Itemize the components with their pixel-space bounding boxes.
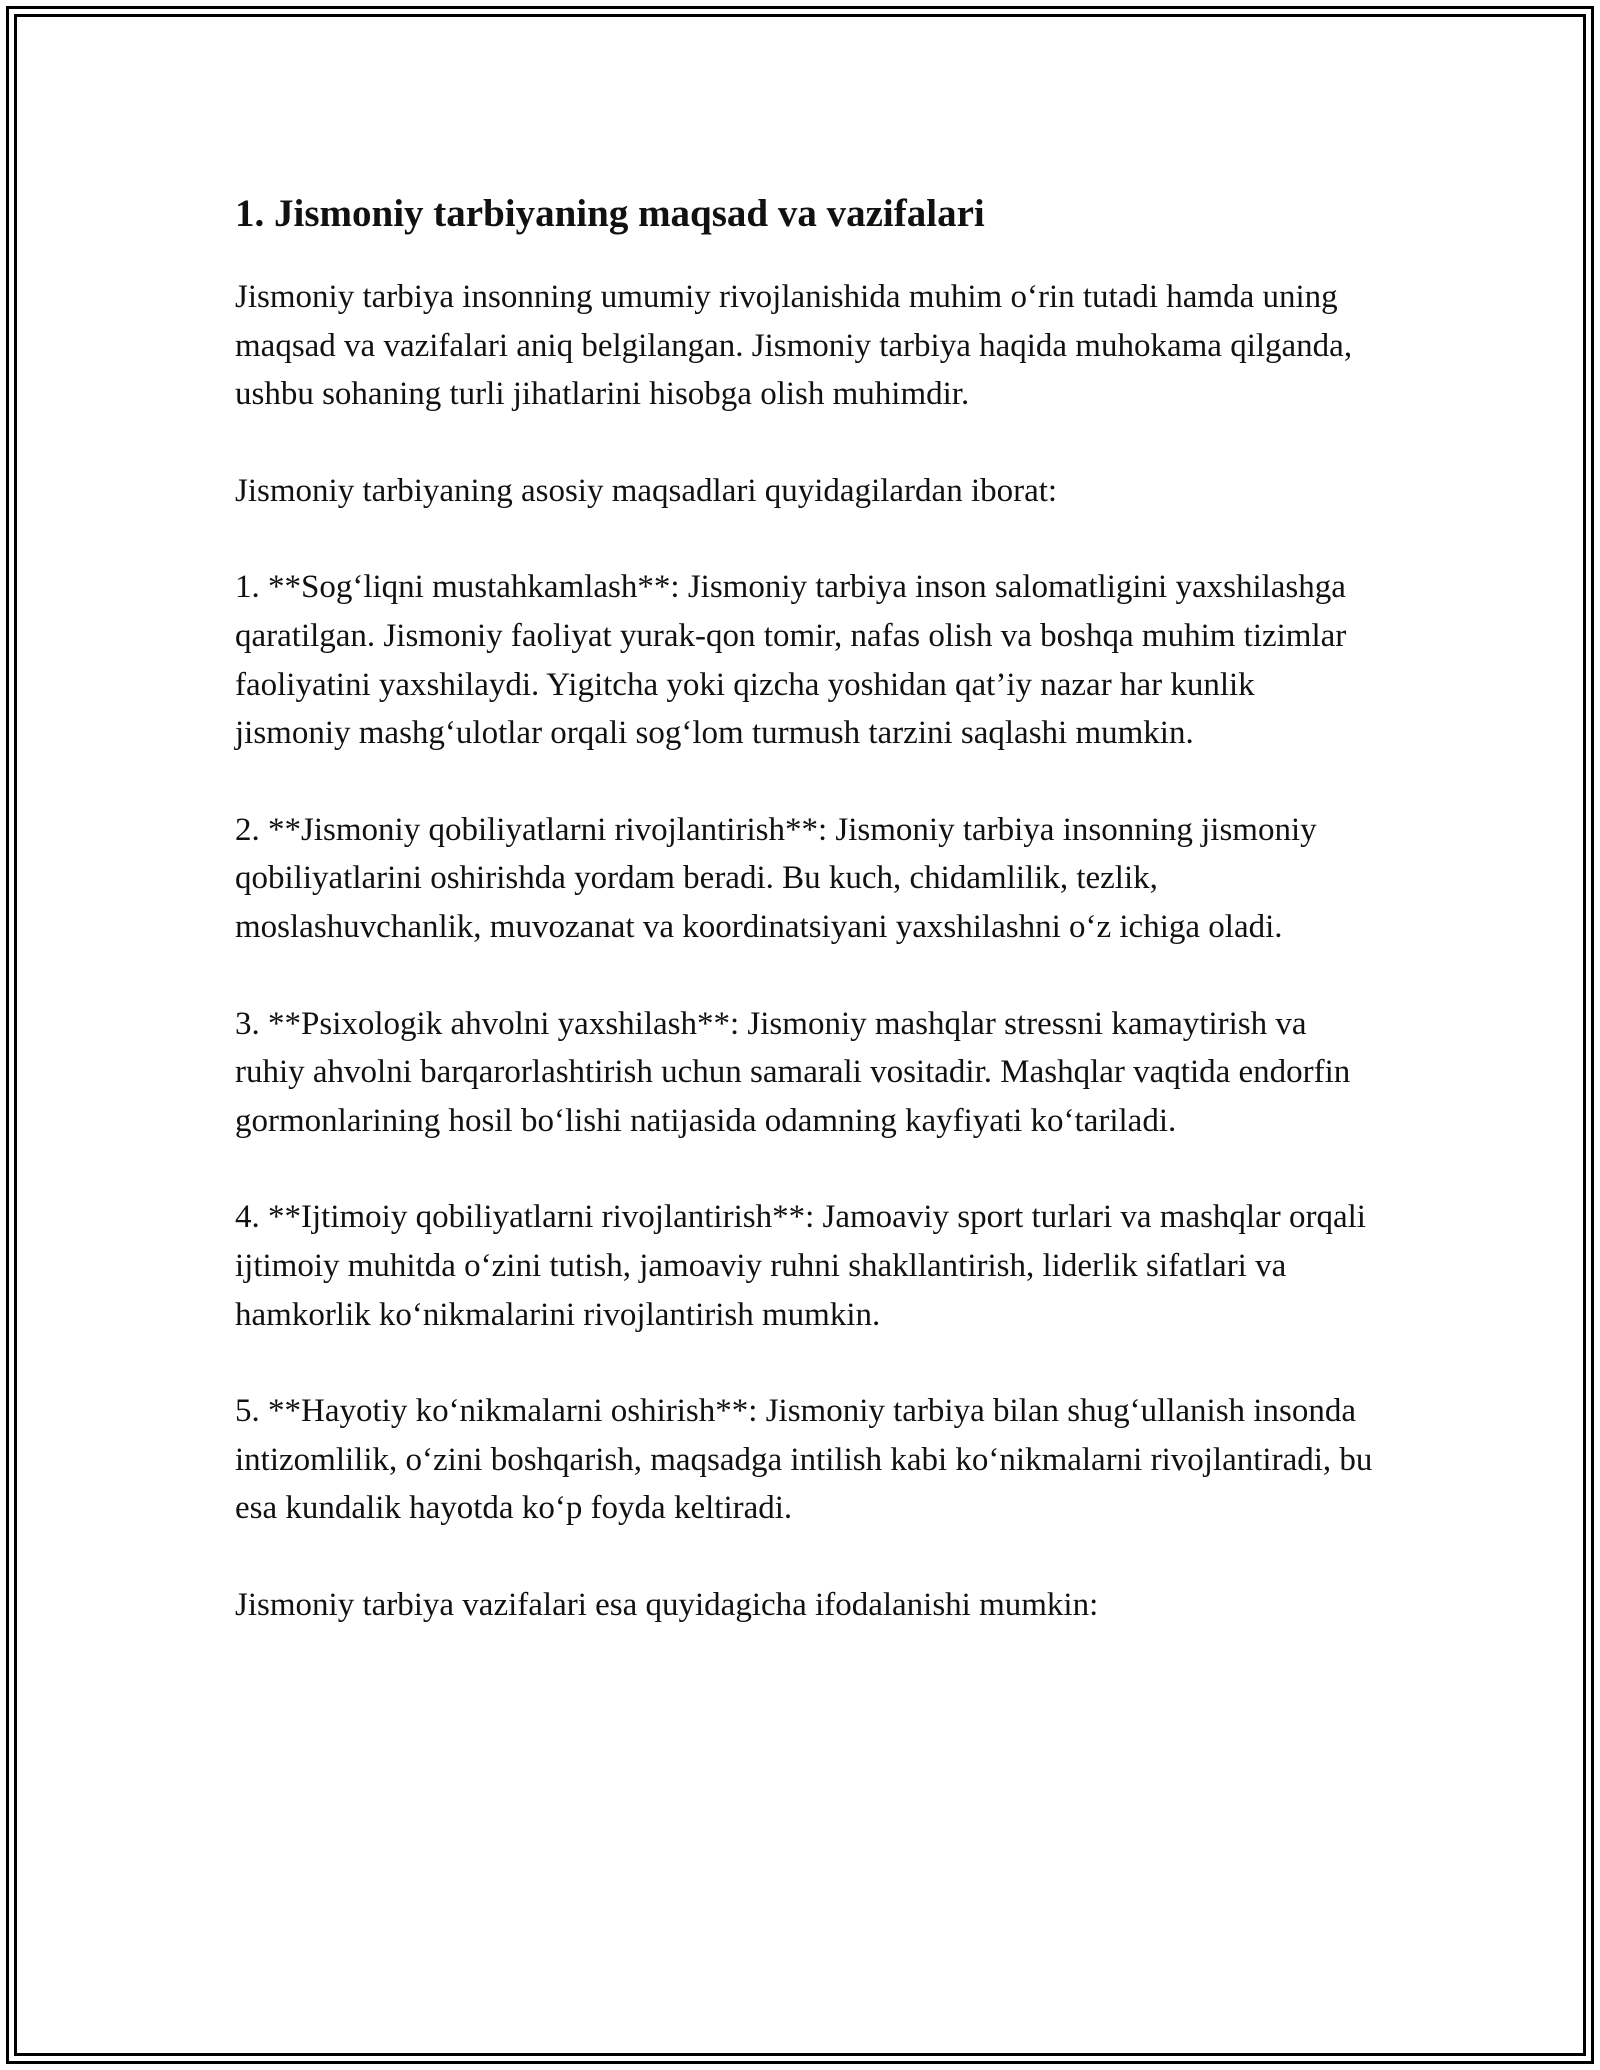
- goal-item-1: 1. **Sog‘liqni mustahkamlash**: Jismoniy tarbiya inson salomatligini yaxshilashga qaratilgan. Jismoniy faoliyat yurak-qon tomir, nafas olish va boshqa muhim tizimlar faoliyatini yaxshilaydi. Yigitcha yoki qizcha yoshidan qat’iy nazar har kunlik jismoniy mashg‘ulotlar orqali sog‘lom turmush tarzini saqlashi mumkin.: [235, 569, 1347, 752]
- intro-paragraph: Jismoniy tarbiya insonning umumiy rivojlanishida muhim o‘rin tutadi hamda uning maqsad va vazifalari aniq belgilangan. Jismoniy tarbiya haqida muhokama qilganda, ushbu sohaning turli jihatlarini hisobga olish muhimdir.: [235, 279, 1353, 413]
- document-body: [235, 188, 1375, 1677]
- goals-lead-paragraph: Jismoniy tarbiyaning asosiy maqsadlari quyidagilardan iborat:: [235, 472, 1058, 509]
- goal-item-2: 2. **Jismoniy qobiliyatlarni rivojlantirish**: Jismoniy tarbiya insonning jismoniy qobiliyatlarini oshirishda yordam beradi. Bu kuch, chidamlilik, tezlik, moslashuvchanlik, muvozanat va koordinatsiyani yaxshilashni o‘z ichiga oladi.: [235, 811, 1317, 945]
- goal-item-3: 3. **Psixologik ahvolni yaxshilash**: Jismoniy mashqlar stressni kamaytirish va ruhiy ahvolni barqarorlashtirish uchun samarali vositadir. Mashqlar vaqtida endorfin gormonlarining hosil bo‘lishi natijasida odamning kayfiyati ko‘tariladi.: [235, 1005, 1351, 1139]
- goal-item-5: 5. **Hayotiy ko‘nikmalarni oshirish**: Jismoniy tarbiya bilan shug‘ullanish insonda intizomlilik, o‘zini boshqarish, maqsadga intilish kabi ko‘nikmalarni rivojlantiradi, bu esa kundalik hayotda ko‘p foyda keltiradi.: [235, 1393, 1373, 1527]
- tasks-lead-paragraph: Jismoniy tarbiya vazifalari esa quyidagicha ifodalanishi mumkin:: [235, 1586, 1099, 1623]
- section-heading: 1. Jismoniy tarbiyaning maqsad va vazifalari: [235, 192, 985, 235]
- goal-item-4: 4. **Ijtimoiy qobiliyatlarni rivojlantirish**: Jamoaviy sport turlari va mashqlar orqali ijtimoiy muhitda o‘zini tutish, jamoaviy ruhni shakllantirish, liderlik sifatlari va hamkorlik ko‘nikmalarini rivojlantirish mumkin.: [235, 1199, 1366, 1333]
